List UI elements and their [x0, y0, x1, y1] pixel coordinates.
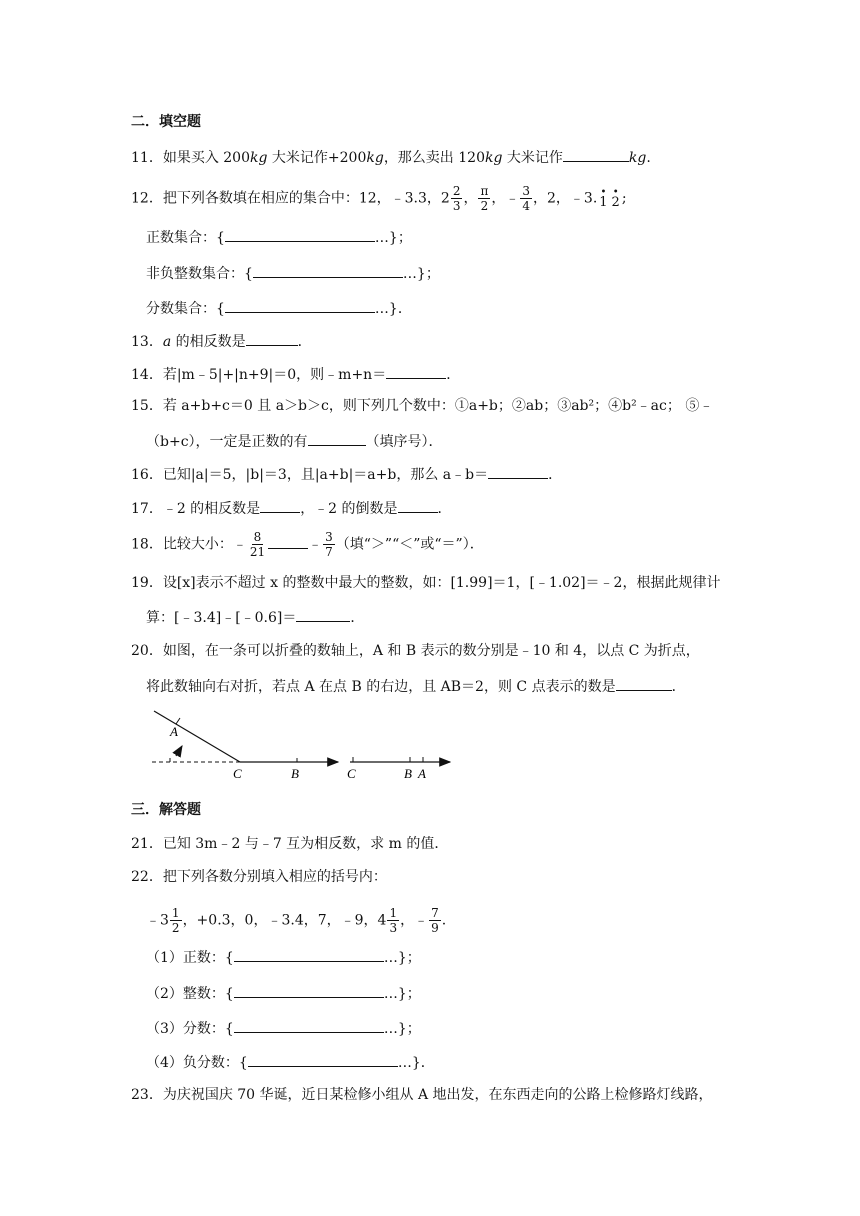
set-fraction-22: （3）分数：{ …}； [146, 1017, 421, 1039]
fraction: $\frac{3}{7}$ [325, 530, 333, 559]
fraction: $\frac{1}{2}$ [171, 906, 180, 935]
question-11: 11．如果买入 200kg 大米记作+200kg，那么卖出 120kg 大米记作 kg. [131, 146, 651, 168]
question-23: 23．为庆祝国庆 70 华诞，近日某检修小组从 A 地出发，在东西走向的公路上检修路灯线路， [131, 1087, 713, 1103]
question-21: 21．已知 3m﹣2 与﹣7 互为相反数，求 m 的值． [131, 836, 449, 852]
set-negative-fraction-22: （4）负分数：{ …}． [146, 1051, 435, 1073]
answer-blank[interactable] [488, 463, 548, 479]
label-a2: A [418, 766, 426, 781]
answer-blank[interactable] [248, 1051, 398, 1067]
answer-blank[interactable] [616, 675, 672, 691]
section-title-solve: 三．解答题 [131, 802, 201, 818]
answer-blank[interactable] [234, 1017, 384, 1033]
question-12: 12．把下列各数填在相应的集合中：12，﹣3.3，2 $\frac{2}{3}$ ， $\frac{\pi}{2}$ ，﹣ $\frac{3}{4}$ ，2，﹣3. • 1 • 2 ; [131, 184, 627, 213]
question-19-line2: 算：[﹣3.4]﹣[﹣0.6]＝ ． [146, 606, 364, 628]
repeating-digit: • 1 [599, 186, 608, 210]
answer-blank[interactable] [246, 330, 298, 346]
answer-blank[interactable] [234, 982, 384, 998]
question-19: 19．设[x]表示不超过 x 的整数中最大的整数，如：[1.99]＝1，[﹣1.02]＝﹣2，根据此规律计 [131, 575, 721, 591]
fraction: $\frac{3}{4}$ [522, 184, 530, 213]
answer-blank[interactable] [398, 497, 438, 513]
answer-blank[interactable] [563, 146, 629, 162]
answer-blank[interactable] [225, 226, 375, 242]
question-18: 18．比较大小：﹣ $\frac{8}{21}$ ﹣ $\frac{3}{7}$ （填“＞”“＜”或“＝”）． [131, 530, 484, 559]
answer-blank[interactable] [253, 262, 403, 278]
question-22: 22．把下列各数分别填入相应的括号内： [131, 869, 387, 885]
question-20-line2: 将此数轴向右对折，若点 A 在点 B 的右边，且 AB＝2，则 C 点表示的数是 ． [146, 675, 686, 697]
set-positive-22: （1）正数：{ …}； [146, 946, 421, 968]
set-integer-22: （2）整数：{ …}； [146, 982, 421, 1004]
fraction: $\frac{\pi}{2}$ [480, 184, 489, 213]
label-b2: B [404, 766, 412, 781]
repeating-digit: • 2 [611, 186, 620, 210]
question-15: 15．若 a+b+c＝0 且 a＞b＞c，则下列几个数中：①a+b；②ab；③ab²；④b²﹣ac； ⑤﹣ [131, 398, 714, 414]
set-positive: 正数集合：{ …}； [146, 226, 412, 248]
question-22-numbers: ﹣3 $\frac{1}{2}$ ，+0.3，0，﹣3.4，7，﹣9，4 $\frac{1}{3}$ ，﹣ $\frac{7}{9}$ . [146, 906, 447, 935]
answer-blank[interactable] [308, 430, 366, 446]
answer-blank[interactable] [268, 533, 308, 549]
folded-axis [347, 757, 450, 781]
section-title-fill-in: 二．填空题 [131, 114, 201, 130]
answer-blank[interactable] [386, 363, 446, 379]
label-a: A [170, 724, 178, 739]
label-c2: C [347, 766, 356, 781]
question-17: 17．﹣2 的相反数是 ，﹣2 的倒数是 ． [131, 497, 452, 519]
question-14: 14．若|m﹣5|+|n+9|＝0，则﹣m+n＝ ． [131, 363, 460, 385]
answer-blank[interactable] [234, 946, 384, 962]
fraction: $\frac{7}{9}$ [431, 906, 439, 935]
question-13: 13．a 的相反数是 ． [131, 330, 312, 352]
answer-blank[interactable] [225, 297, 375, 313]
answer-blank[interactable] [296, 606, 350, 622]
label-b: B [291, 766, 299, 781]
fraction: $\frac{1}{3}$ [389, 906, 398, 935]
set-nonnegative-integer: 非负整数集合：{ …}； [146, 262, 440, 284]
folding-axis [152, 711, 338, 781]
set-fraction: 分数集合：{ …}． [146, 297, 412, 319]
folded-number-line-figure [150, 706, 460, 782]
fraction: $\frac{2}{3}$ [452, 184, 461, 213]
answer-blank[interactable] [260, 497, 300, 513]
question-15-line2: （b+c），一定是正数的有 （填序号）． [146, 430, 443, 452]
question-20: 20．如图，在一条可以折叠的数轴上，A 和 B 表示的数分别是﹣10 和 4，以点 C 为折点， [131, 643, 700, 659]
label-c: C [233, 766, 242, 781]
fraction: $\frac{8}{21}$ [249, 530, 266, 559]
question-16: 16．已知|a|＝5，|b|＝3，且|a+b|＝a+b，那么 a﹣b＝ ． [131, 463, 562, 485]
